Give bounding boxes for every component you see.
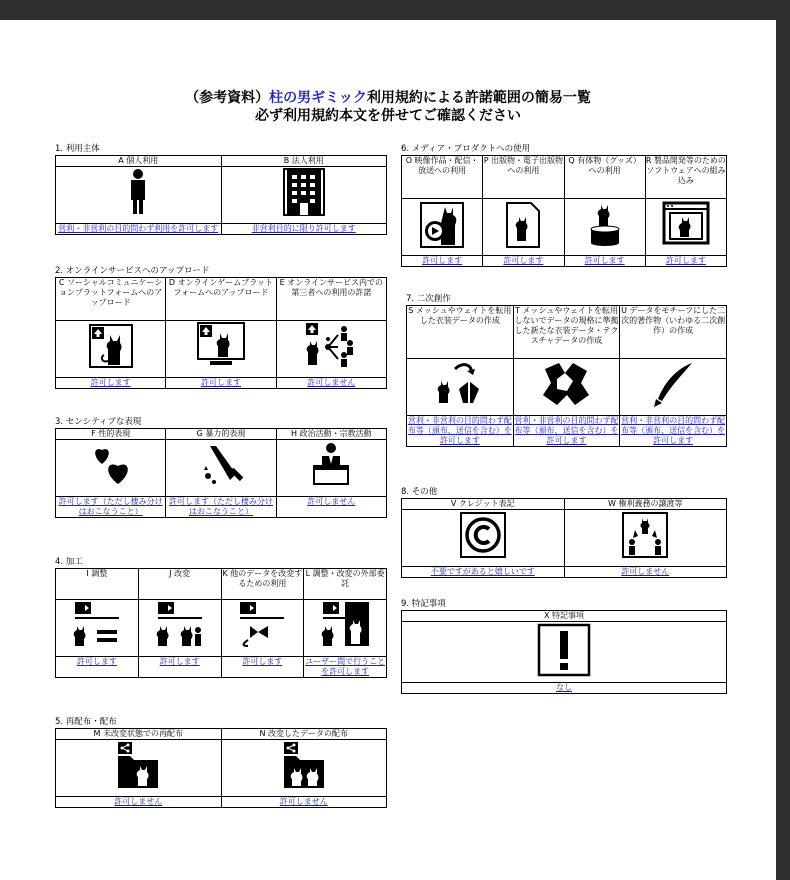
cell-result[interactable]: 不要ですがあると嬉しいです xyxy=(402,567,565,578)
section-label: 9. 特記事項 xyxy=(401,599,446,609)
share-people-icon xyxy=(276,321,386,378)
copyright-icon xyxy=(402,510,565,567)
cell-header: Q 有体物（グッズ）への利用 xyxy=(564,156,645,199)
cell-header: L 調整・改変の外部委託 xyxy=(304,569,387,600)
cell-header: P 出版物・電子出版物への利用 xyxy=(483,156,564,199)
title-suffix: 利用規約による許諾範囲の簡易一覧 xyxy=(366,90,591,106)
cell-header: M 未改変状態での再配布 xyxy=(56,729,222,740)
permission-table xyxy=(55,568,387,678)
permission-table xyxy=(401,155,727,267)
section-media-products xyxy=(401,143,727,267)
section-label: 7. 二次創作 xyxy=(406,294,451,304)
section-special-notes xyxy=(401,598,727,694)
page-subtitle: 必ず利用規約本文を併せてご確認ください xyxy=(255,108,521,124)
section-label: 1. 利用主体 xyxy=(55,144,100,154)
permission-table xyxy=(55,728,387,808)
permission-table xyxy=(406,305,727,447)
share-modified-folder-icon xyxy=(221,740,387,797)
cell-result[interactable]: 許可します（ただし棲み分けはおこなうこと） xyxy=(166,497,276,518)
cell-result[interactable]: 許可します xyxy=(221,657,304,678)
cell-header: H 政治活動・宗教活動 xyxy=(276,429,386,440)
permission-table xyxy=(55,428,387,518)
section-label: 3. センシティブな表現 xyxy=(55,417,142,427)
other-data-icon xyxy=(221,600,304,657)
cell-result[interactable]: 許可しません xyxy=(276,497,386,518)
section-usage-subject xyxy=(55,143,387,235)
cell-result[interactable]: 許可します xyxy=(402,256,483,267)
texture-cloth-icon xyxy=(513,359,620,416)
adjust-equal-icon xyxy=(56,600,139,657)
scrollbar[interactable] xyxy=(776,0,790,880)
cell-result[interactable]: 営利・非営利の目的問わず配布等（頒布、送信を含む）を許可します xyxy=(407,416,512,445)
section-online-upload xyxy=(55,265,387,389)
person-icon xyxy=(56,167,222,224)
upload-cat-icon xyxy=(56,321,166,378)
section-derivative-works xyxy=(406,293,727,447)
outsource-icon xyxy=(304,600,387,657)
cell-result[interactable]: ユーザー間で行うことを許可します xyxy=(305,657,386,676)
cell-result[interactable]: 非営利目的に限り許可します xyxy=(221,224,387,235)
cell-header: G 暴力的表現 xyxy=(166,429,276,440)
section-redistribution xyxy=(55,716,387,808)
cell-header: I 調整 xyxy=(56,569,139,600)
section-label: 6. メディア・プロダクトへの使用 xyxy=(401,144,531,154)
cell-result[interactable]: なし xyxy=(402,683,727,694)
cell-header: K 他のデータを改変するための利用 xyxy=(221,569,304,600)
podium-speaker-icon xyxy=(276,440,386,497)
publication-icon xyxy=(483,199,564,256)
cell-result[interactable]: 許可します xyxy=(483,256,564,267)
modify-cats-icon xyxy=(138,600,221,657)
cell-header: E オンラインサービス内での第三者への利用の許諾 xyxy=(276,278,386,321)
section-processing xyxy=(55,556,387,678)
cell-result[interactable]: 許可します xyxy=(564,256,645,267)
rights-transfer-icon xyxy=(564,510,727,567)
section-sensitive-expression xyxy=(55,416,387,518)
cell-result[interactable]: 許可しません xyxy=(564,567,727,578)
quill-pen-icon xyxy=(620,359,727,416)
title-prefix: （参考資料） xyxy=(185,90,270,106)
share-folder-icon xyxy=(56,740,222,797)
section-other xyxy=(401,486,727,578)
cell-header: F 性的表現 xyxy=(56,429,166,440)
cell-result[interactable]: 許可します（ただし棲み分けはおこなうこと） xyxy=(56,497,166,518)
section-label: 5. 再配布・配布 xyxy=(55,717,117,727)
permission-table xyxy=(401,498,727,578)
knife-icon xyxy=(166,440,276,497)
game-upload-icon xyxy=(166,321,276,378)
cell-header: W 権利義務の譲渡等 xyxy=(564,499,727,510)
cell-header: V クレジット表記 xyxy=(402,499,565,510)
cell-header: D オンラインゲームプラットフォームへのアップロード xyxy=(166,278,276,321)
cell-result[interactable]: 営利・非営利の目的問わず配布等（頒布、送信を含む）を許可します xyxy=(514,416,619,445)
software-window-icon xyxy=(645,199,726,256)
cell-header: A 個人利用 xyxy=(56,156,222,167)
hearts-icon xyxy=(56,440,166,497)
permission-table xyxy=(55,155,387,235)
cell-header: X 特記事項 xyxy=(402,611,727,622)
cell-result[interactable]: 許可しません xyxy=(56,797,222,808)
cell-header: O 映像作品・配信・放送への利用 xyxy=(402,156,483,199)
section-label: 8. その他 xyxy=(401,487,438,497)
cell-result[interactable]: 許可します xyxy=(56,657,139,678)
viewer-top-bar xyxy=(0,0,776,20)
exclamation-icon xyxy=(402,622,727,683)
cell-header: N 改変したデータの配布 xyxy=(221,729,387,740)
page-title xyxy=(0,87,776,107)
cell-result[interactable]: 許可します xyxy=(56,378,166,389)
cell-header: U データをモチーフにした二次的著作物（いわゆる二次創作）の作成 xyxy=(620,306,727,359)
figure-goods-icon xyxy=(564,199,645,256)
cell-result[interactable]: 許可します xyxy=(645,256,726,267)
cell-header: S メッシュやウェイトを転用した衣装データの作成 xyxy=(407,306,514,359)
building-icon xyxy=(221,167,387,224)
section-label: 2. オンラインサービスへのアップロード xyxy=(55,266,210,276)
cell-header: C ソーシャルコミュニケーションプラットフォームへのアップロード xyxy=(56,278,166,321)
cell-header: J 改変 xyxy=(138,569,221,600)
cell-result[interactable]: 許可しません xyxy=(221,797,387,808)
cell-header: R 製品開発等のためのソフトウェアへの組み込み xyxy=(645,156,726,199)
cell-result[interactable]: 許可しません xyxy=(276,378,386,389)
document-page xyxy=(0,20,776,880)
permission-table xyxy=(401,610,727,694)
cell-header: B 法人利用 xyxy=(221,156,387,167)
cell-result[interactable]: 許可します xyxy=(166,378,276,389)
cell-header: T メッシュやウェイトを転用しないでデータの規格に準拠した新たな衣装データ・テクスチャデータの作成 xyxy=(513,306,620,359)
cell-result[interactable]: 営利・非営利の目的問わず利用を許可します xyxy=(56,224,222,235)
section-label: 4. 加工 xyxy=(55,557,83,567)
costume-transfer-icon xyxy=(407,359,514,416)
cell-result[interactable]: 営利・非営利の目的問わず配布等（頒布、送信を含む）を許可します xyxy=(621,416,726,445)
title-product-name: 柱の男ギミック xyxy=(269,90,367,106)
video-play-icon xyxy=(402,199,483,256)
permission-table xyxy=(55,277,387,389)
cell-result[interactable]: 許可します xyxy=(138,657,221,678)
